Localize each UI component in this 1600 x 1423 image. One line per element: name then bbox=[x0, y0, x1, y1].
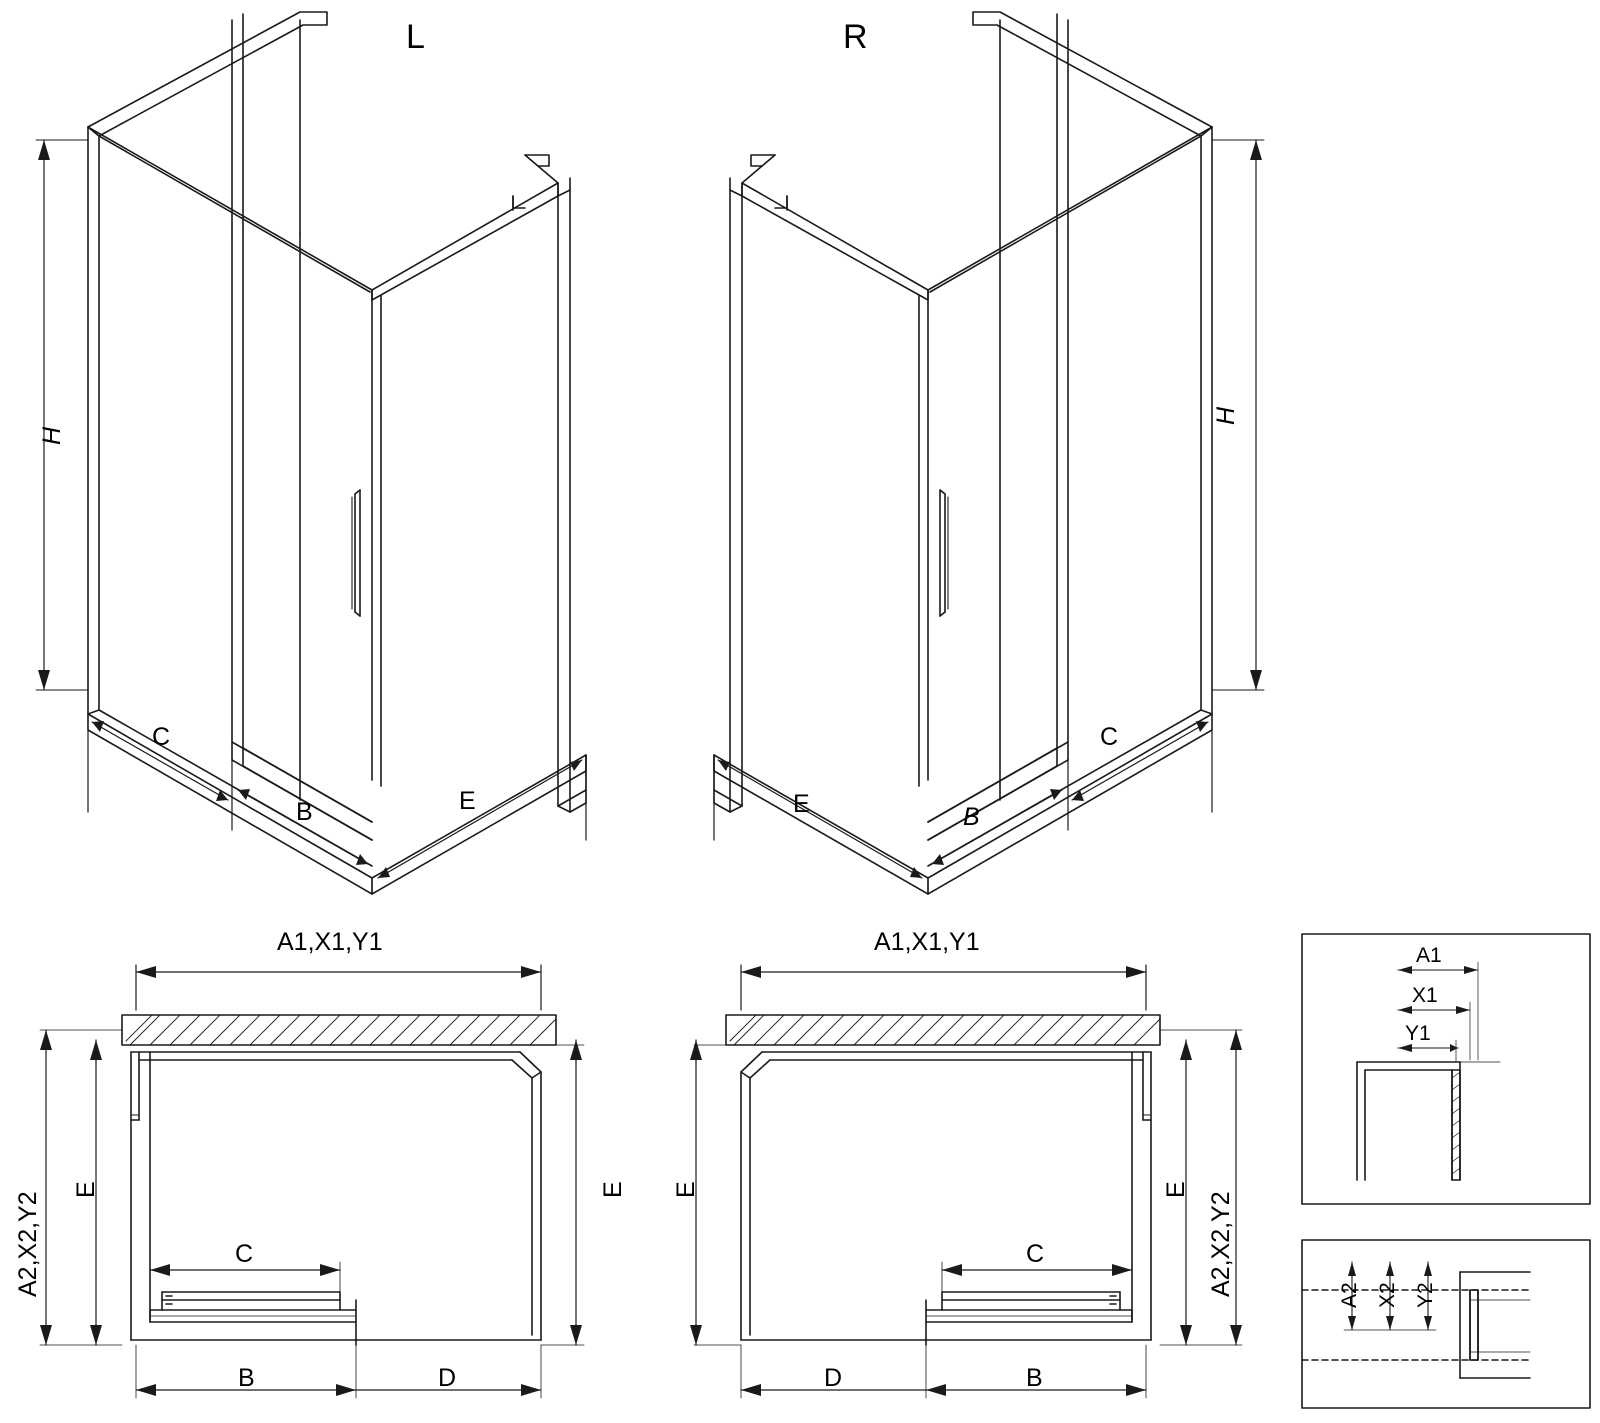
detail-top-y1-label: Y1 bbox=[1405, 1022, 1431, 1045]
iso-right-b-label: B bbox=[963, 803, 980, 831]
plan-left-side-dim-label: A2,X2,Y2 bbox=[14, 1191, 42, 1297]
plan-left-dims bbox=[40, 965, 584, 1398]
plan-right-inner-e-label: E bbox=[1162, 1181, 1190, 1198]
iso-right-e-label: E bbox=[793, 790, 810, 818]
plan-right-b-label: B bbox=[1026, 1364, 1043, 1392]
iso-left-height-label: H bbox=[38, 426, 66, 445]
iso-right-height-label: H bbox=[1212, 406, 1240, 425]
detail-bottom-y2-label: Y2 bbox=[1414, 1282, 1437, 1308]
detail-top-x1-label: X1 bbox=[1412, 984, 1438, 1007]
iso-left-dim-height bbox=[36, 140, 88, 690]
plan-right-view bbox=[726, 1015, 1160, 1345]
plan-right-d-label: D bbox=[824, 1364, 843, 1392]
iso-right-variant-label: R bbox=[843, 18, 868, 56]
iso-left-view bbox=[88, 12, 586, 894]
plan-right-side-dim-label: A2,X2,Y2 bbox=[1207, 1191, 1235, 1297]
detail-bottom-x2-label: X2 bbox=[1376, 1282, 1399, 1308]
plan-left-c-label: C bbox=[235, 1240, 254, 1268]
detail-bottom-a2-label: A2 bbox=[1338, 1282, 1361, 1308]
iso-right-view bbox=[714, 12, 1212, 894]
plan-left-inner-e-right-label: E bbox=[599, 1181, 627, 1198]
detail-top-a1-label: A1 bbox=[1416, 944, 1442, 967]
plan-left-view bbox=[122, 1015, 556, 1345]
plan-left-b-label: B bbox=[238, 1364, 255, 1392]
detail-bottom-view bbox=[1302, 1240, 1590, 1408]
iso-left-c-label: C bbox=[152, 723, 171, 751]
plan-right-top-dim-label: A1,X1,Y1 bbox=[874, 928, 980, 956]
plan-left-inner-e-label: E bbox=[72, 1181, 100, 1198]
iso-left-e-label: E bbox=[459, 787, 476, 815]
plan-left-d-label: D bbox=[438, 1364, 457, 1392]
plan-left-top-dim-label: A1,X1,Y1 bbox=[277, 928, 383, 956]
detail-top-dims bbox=[1398, 962, 1478, 1062]
plan-right-c-label: C bbox=[1026, 1240, 1045, 1268]
iso-left-variant-label: L bbox=[406, 18, 425, 56]
iso-left-b-label: B bbox=[296, 798, 313, 826]
detail-top-view bbox=[1302, 934, 1590, 1204]
plan-right-inner-e-left-label: E bbox=[672, 1181, 700, 1198]
iso-right-c-label: C bbox=[1100, 723, 1119, 751]
